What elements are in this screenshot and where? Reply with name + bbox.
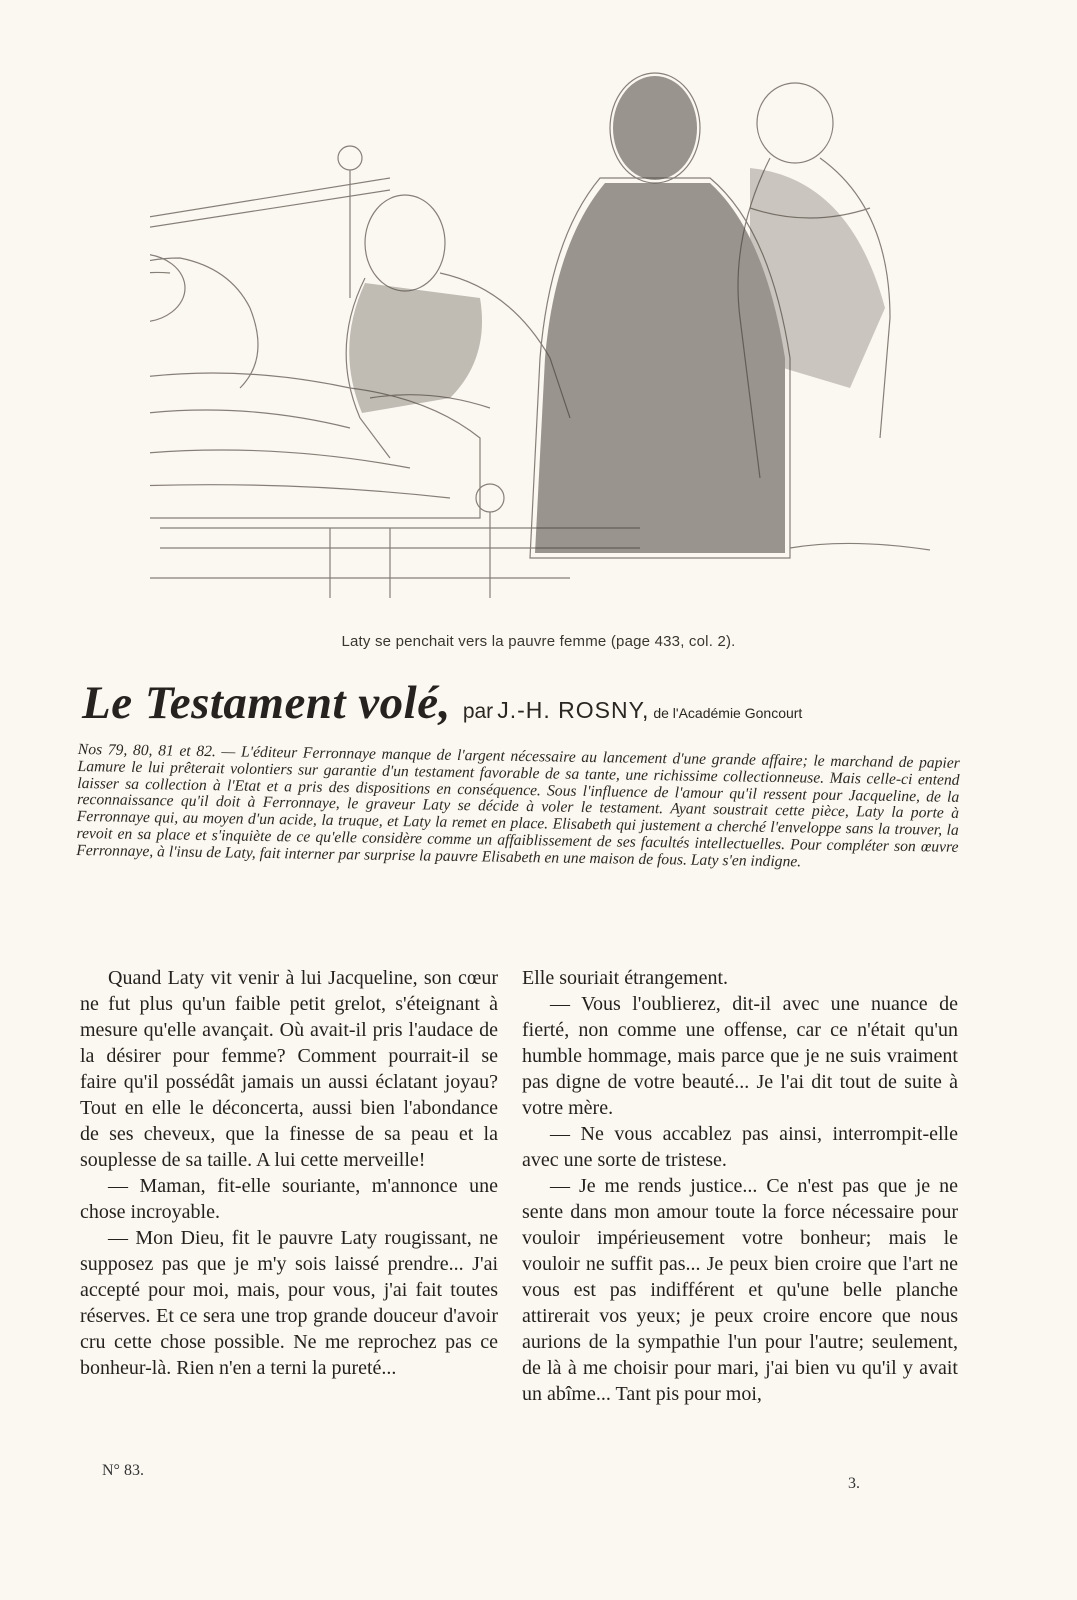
paragraph: — Vous l'oublierez, dit-il avec une nuance de fierté, non comme une offense, car ce n'était qu'un humble hommage, mais parce que je ne suis vraiment pas digne de votre beauté... Je l'ai dit tout de suite à votre mère. <box>522 993 958 1119</box>
text-column-left <box>80 965 498 1381</box>
paragraph: Quand Laty vit venir à lui Jacqueline, son cœur ne fut plus qu'un faible petit grelot, s'éteignant à mesure qu'elle avançait. Où avait-il pris l'audace de la désirer pour femme? Comment pourrait-il se faire qu'il possédât jamais un aussi éclatant joyau? Tout en elle le déconcerta, aussi bien l'abondance de ses cheveux, que la finesse de sa peau et la souplesse de sa taille. A lui cette merveille! <box>80 967 498 1171</box>
article-title: Le Testament volé, <box>82 677 451 729</box>
illustration <box>150 58 970 618</box>
illustration-caption: Laty se penchait vers la pauvre femme (page 433, col. 2). <box>341 633 736 650</box>
paragraph: Elle souriait étrangement. <box>522 967 729 989</box>
page-number: 3. <box>848 1475 860 1492</box>
text-column-right <box>522 965 958 1407</box>
article-heading <box>82 676 962 738</box>
paragraph: — Ne vous accablez pas ainsi, interrompit-elle avec une sorte de tristese. <box>522 1123 958 1171</box>
byline-author: J.-H. ROSNY, <box>497 697 650 723</box>
engraving-bedside-scene-icon <box>150 58 970 618</box>
story-summary: Nos 79, 80, 81 et 82. — L'éditeur Ferronnaye manque de l'argent nécessaire au lancement d'une grande affaire; le marchand de papier Lamure le lui prêterait volontiers sur garantie d'un testament favorable de sa tante, une richissime collectionneuse. Mais celle-ci entend laisser sa collection à l'Etat et a pris des dispositions en conséquence. Sous l'influence de l'amour qu'il ressent pour Jacqueline, de la reconnaissance qu'il doit à Ferronnaye, le graveur Laty se décide à voler le testament. Ayant soustrait cette pièce, Laty la porte à Ferronnaye qui, au moyen d'un acide, la truque, et Laty la remet en place. Elisabeth qui justement a cherché l'enveloppe sans la trouver, la revoit en sa place et s'inquiète de ce qu'elle considère comme un affaiblissement de ses facultés intellectuelles. Pour compléter son œuvre Ferronnaye, à l'insu de Laty, fait interner par surprise la pauvre Elisabeth en une maison de fous. Laty s'en indigne. <box>76 741 960 871</box>
byline-par: par <box>462 700 494 723</box>
byline-academy: de l'Académie Goncourt <box>653 705 803 721</box>
issue-number: N° 83. <box>102 1462 144 1479</box>
paragraph: — Maman, fit-elle souriante, m'annonce une chose incroyable. <box>80 1175 498 1223</box>
paragraph: — Je me rends justice... Ce n'est pas que je ne sente dans mon amour toute la force nécessaire pour vouloir impérieusement votre bonheur; mais le vouloir ne suffit pas... Je peux bien croire que l'art ne vous est pas indifférent et qu'une belle planche attirerait vos yeux; je peux croire encore que nous aurions de la sympathie l'un pour l'autre; seulement, de là à me choisir pour mari, j'ai bien vu qu'il y avait un abîme... Tant pis pour moi, <box>522 1175 958 1405</box>
paragraph: — Mon Dieu, fit le pauvre Laty rougissant, ne supposez pas que je m'y sois laissé prendre... J'ai accepté pour moi, mais, pour vous, j'ai fait toutes réserves. Et ce sera une trop grande douceur d'avoir cru cette chose possible. Ne me reprochez pas ce bonheur-là. Rien n'en a terni la pureté... <box>80 1227 498 1379</box>
